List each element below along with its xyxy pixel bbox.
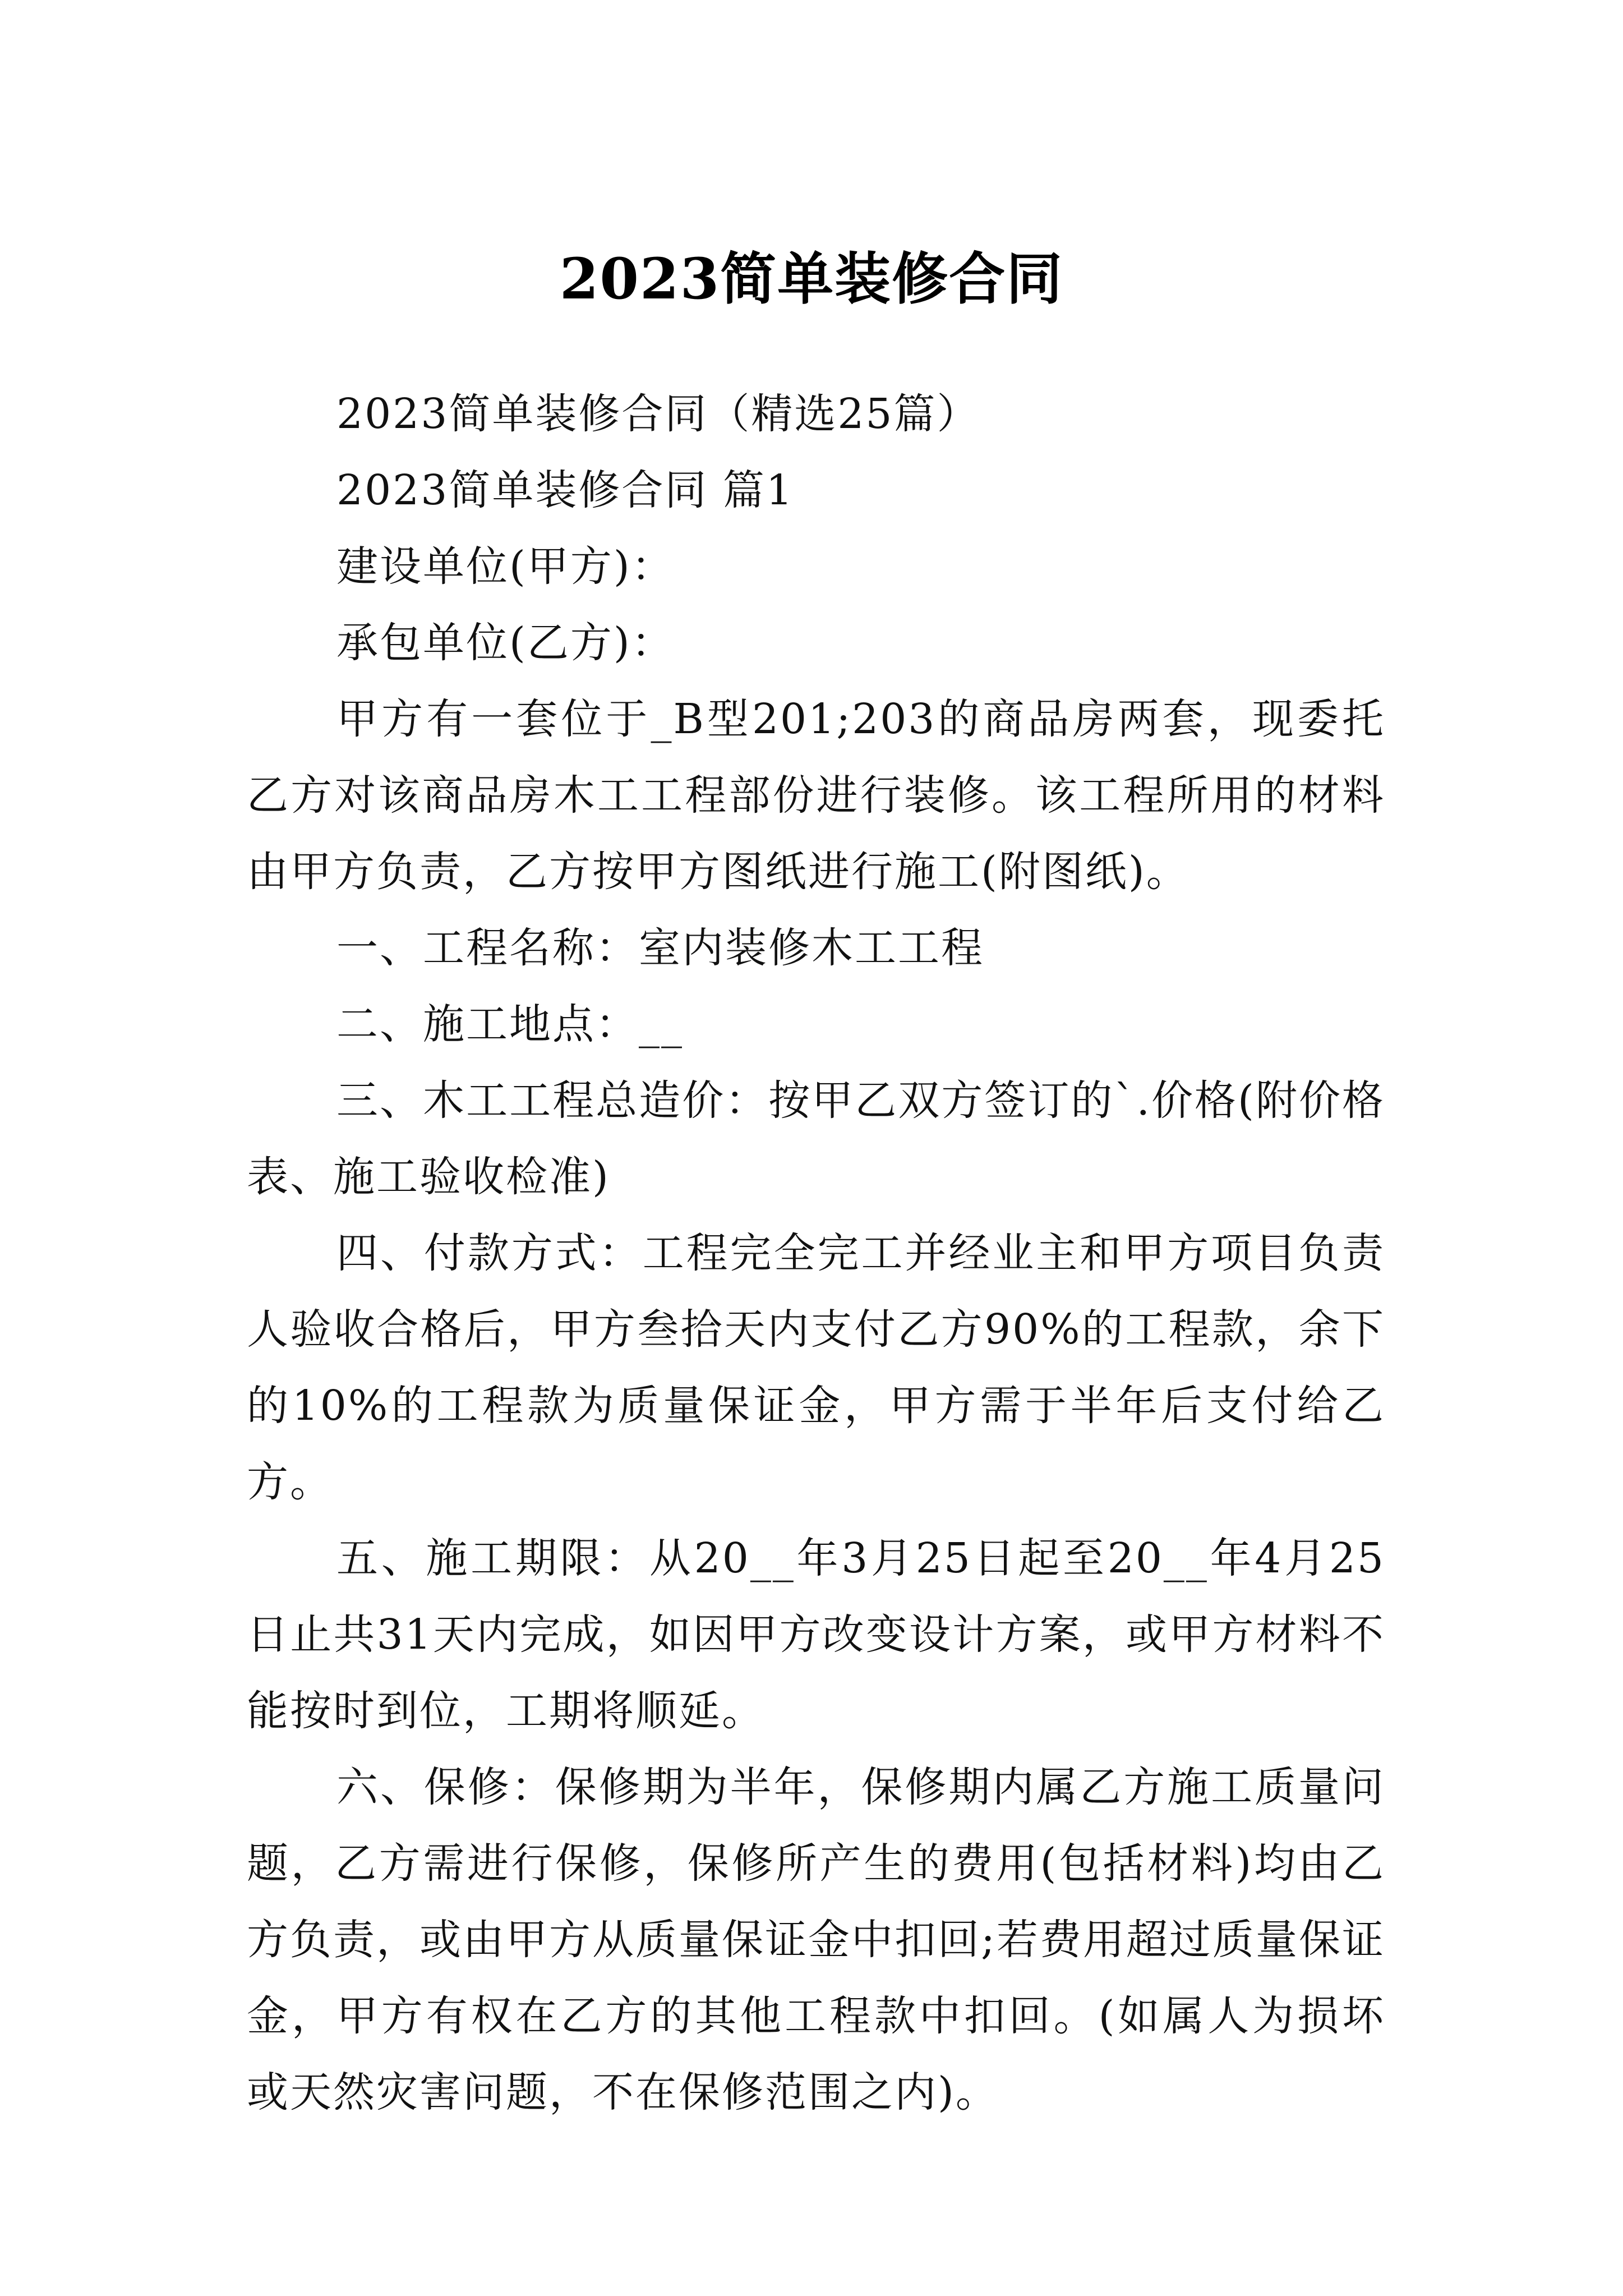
clause-site: 二、施工地点：__ xyxy=(336,1000,684,1048)
party-a-line: 建设单位(甲方)： xyxy=(336,542,675,591)
party-b-line: 承包单位(乙方)： xyxy=(336,619,675,667)
intro-paragraph: 甲方有一套位于_B型201;203的商品房两套，现委托乙方对该商品房木工工程部份进行装修。该工程所用的材料由甲方负责，乙方按甲方图纸进行施工(附图纸)。 xyxy=(247,695,1385,896)
clause-warranty: 六、保修：保修期为半年，保修期内属乙方施工质量问题，乙方需进行保修，保修所产生的费用(包括材料)均由乙方负责，或由甲方从质量保证金中扣回;若费用超过质量保证金，甲方有权在乙方的其他工程款中扣回。(如属人为损坏或天然灾害问题，不在保修范围之内)。 xyxy=(247,1763,1385,2116)
clause-total-price: 三、木工工程总造价：按甲乙双方签订的`.价格(附价格表、施工验收检准) xyxy=(247,1076,1385,1201)
clause-project-name: 一、工程名称：室内装修木工工程 xyxy=(336,924,984,972)
clause-schedule: 五、施工期限：从20__年3月25日起至20__年4月25日止共31天内完成，如因甲方改变设计方案，或甲方材料不能按时到位，工期将顺延。 xyxy=(247,1534,1385,1735)
document-title: 2023简单装修合同 xyxy=(559,246,1064,312)
section-heading: 2023简单装修合同 篇1 xyxy=(336,466,794,514)
clause-payment: 四、付款方式：工程完全完工并经业主和甲方项目负责人验收合格后，甲方叁拾天内支付乙方90%的工程款，余下的10%的工程款为质量保证金，甲方需于半年后支付给乙方。 xyxy=(247,1229,1385,1506)
subtitle-selection: 2023简单装修合同（精选25篇） xyxy=(336,390,980,438)
document-body xyxy=(247,376,1385,2131)
